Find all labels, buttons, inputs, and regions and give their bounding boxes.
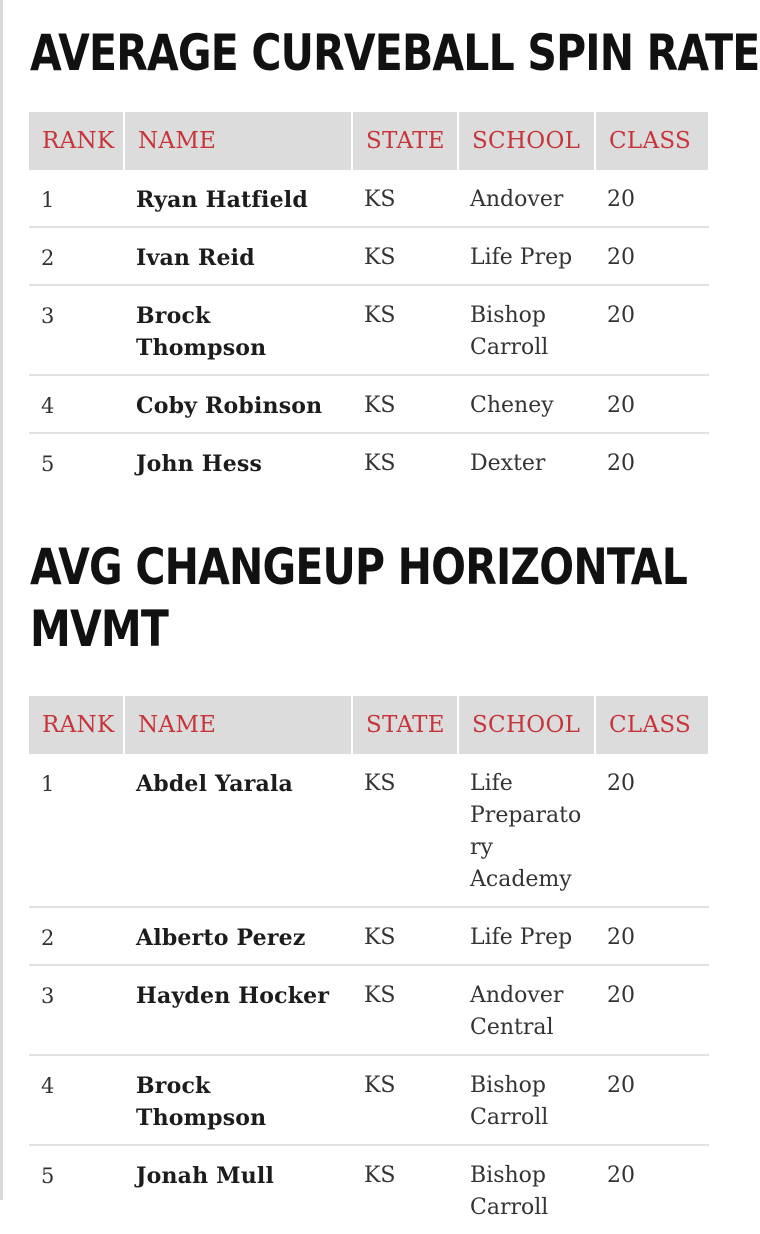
class-cell: 20: [607, 771, 635, 796]
changeup-horizontal-mvmt-title: [30, 536, 687, 660]
school-cell: Bishop Carroll: [458, 1055, 595, 1145]
class-cell: 20: [595, 1145, 709, 1234]
state-cell: KS: [352, 433, 458, 490]
table-header-row: [29, 696, 709, 754]
rank-cell: 1: [41, 772, 55, 796]
table-row: [29, 907, 709, 965]
table-row: [29, 1145, 709, 1234]
name-cell: Alberto Perez: [124, 907, 352, 965]
title-text: AVERAGE CURVEBALL SPIN RATE: [30, 24, 760, 82]
school-cell: Andover: [470, 187, 564, 212]
table-row: [29, 227, 709, 285]
class-column-header[interactable]: CLASS: [595, 696, 709, 754]
name-cell: Hayden Hocker: [124, 965, 352, 1055]
rank-column-header[interactable]: RANK: [29, 696, 124, 754]
table-row: [29, 1055, 709, 1145]
school-column-header[interactable]: SCHOOL: [458, 112, 595, 170]
rank-cell: 3: [29, 965, 124, 1055]
name-cell: Brock Thompson: [124, 1055, 352, 1145]
state-cell: KS: [364, 187, 396, 212]
table-row: [29, 285, 709, 375]
school-cell: Life Prep: [458, 907, 595, 965]
name-column-header[interactable]: NAME: [124, 112, 352, 170]
state-cell: KS: [364, 771, 396, 796]
class-cell: 20: [595, 965, 709, 1055]
class-column-header[interactable]: CLASS: [595, 112, 709, 170]
name-column-header[interactable]: NAME: [124, 696, 352, 754]
name-cell: Ryan Hatfield: [136, 187, 308, 213]
name-cell: Coby Robinson: [124, 375, 352, 433]
rank-cell: 2: [29, 907, 124, 965]
name-cell: Ivan Reid: [124, 227, 352, 285]
state-cell: KS: [352, 375, 458, 433]
class-cell: 20: [595, 907, 709, 965]
school-column-header[interactable]: SCHOOL: [458, 696, 595, 754]
state-cell: KS: [352, 1055, 458, 1145]
table-header-row: [29, 112, 709, 170]
rank-cell: 3: [29, 285, 124, 375]
table-row: [29, 965, 709, 1055]
rank-cell: 1: [41, 188, 55, 212]
rank-cell: 2: [29, 227, 124, 285]
school-cell: Life Prep: [458, 227, 595, 285]
class-cell: 20: [595, 227, 709, 285]
rank-cell: 5: [29, 433, 124, 490]
class-cell: 20: [607, 187, 635, 212]
school-cell: Bishop Carroll: [458, 1145, 595, 1234]
state-cell: KS: [352, 1145, 458, 1234]
table-row: [29, 433, 709, 490]
state-cell: KS: [352, 227, 458, 285]
table-row: [29, 375, 709, 433]
changeup-horizontal-mvmt-table: [29, 696, 710, 1234]
table-row: [29, 754, 709, 907]
changeup-horizontal-mvmt-table-container[interactable]: [29, 696, 692, 1220]
name-cell: Abdel Yarala: [136, 771, 293, 797]
state-cell: KS: [352, 907, 458, 965]
title-line-1: AVG CHANGEUP HORIZONTAL: [30, 538, 687, 596]
curveball-spin-rate-title: [30, 22, 760, 84]
rank-cell: 4: [29, 375, 124, 433]
rank-column-header[interactable]: RANK: [29, 112, 124, 170]
class-cell: 20: [595, 433, 709, 490]
rank-cell: 4: [29, 1055, 124, 1145]
class-cell: 20: [595, 375, 709, 433]
state-column-header[interactable]: STATE: [352, 112, 458, 170]
class-cell: 20: [595, 285, 709, 375]
curveball-spin-rate-table-container[interactable]: [29, 112, 692, 490]
state-column-header[interactable]: STATE: [352, 696, 458, 754]
rank-cell: 5: [29, 1145, 124, 1234]
state-cell: KS: [352, 965, 458, 1055]
table-row: [29, 170, 709, 227]
school-cell: Dexter: [458, 433, 595, 490]
page-left-border: [0, 0, 3, 1200]
class-cell: 20: [595, 1055, 709, 1145]
title-line-2: MVMT: [30, 600, 169, 658]
state-cell: KS: [352, 285, 458, 375]
school-cell: Bishop Carroll: [458, 285, 595, 375]
school-cell: Andover Central: [458, 965, 595, 1055]
name-cell: John Hess: [124, 433, 352, 490]
name-cell: Brock Thompson: [124, 285, 352, 375]
school-cell: Cheney: [458, 375, 595, 433]
school-cell: Life Preparatory Academy: [470, 771, 582, 892]
curveball-spin-rate-table: [29, 112, 710, 490]
name-cell: Jonah Mull: [124, 1145, 352, 1234]
